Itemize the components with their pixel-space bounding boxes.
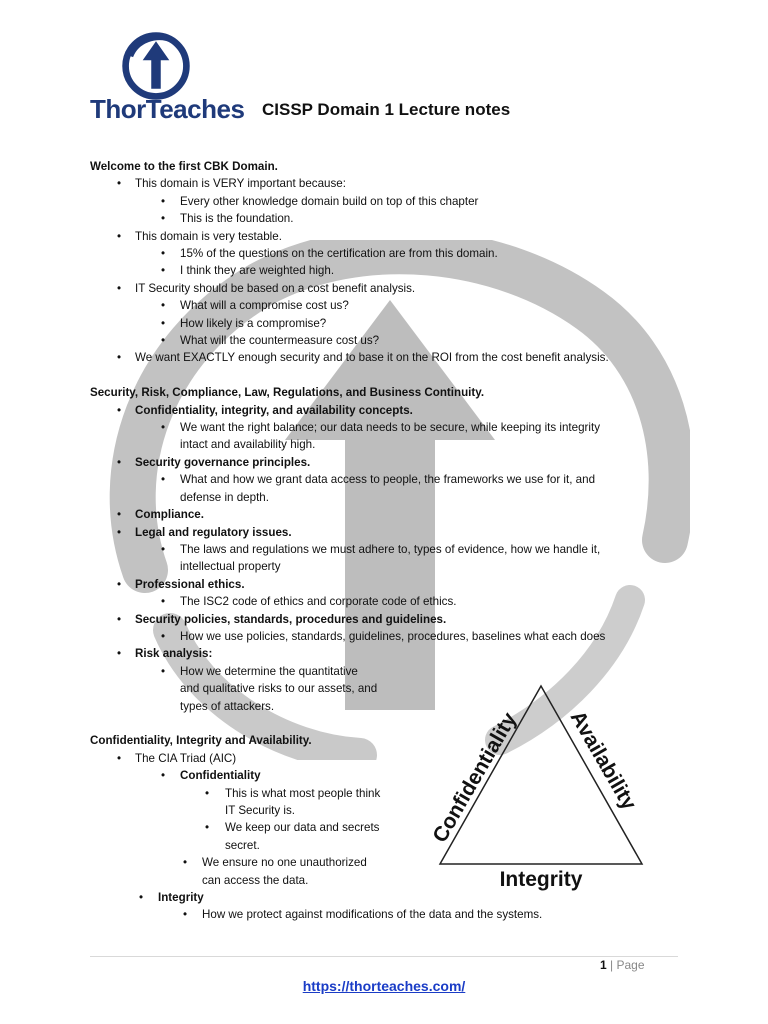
list-item-text: 15% of the questions on the certification are from this domain. [180, 247, 498, 261]
list-item [90, 663, 670, 680]
bullet-icon: • [160, 664, 166, 678]
list-item-text: We want EXACTLY enough security and to base it on the ROI from the cost benefit analysis. [135, 351, 609, 365]
bullet-icon: • [160, 247, 166, 261]
bullet-icon: • [160, 629, 166, 643]
list-item-text: IT Security is. [225, 804, 296, 817]
brand-name: ThorTeaches [90, 94, 245, 124]
list-item-text: This domain is VERY important because: [135, 177, 346, 191]
list-item [90, 245, 670, 262]
list-item-text: intellectual property [180, 560, 281, 574]
bullet-icon: • [116, 281, 122, 295]
list-item [90, 419, 670, 436]
list-item [90, 471, 670, 488]
cia-triad-diagram [426, 682, 656, 892]
bullet-icon: • [116, 177, 122, 191]
list-item-text: We want the right balance; our data needs to be secure, while keeping its integrity [180, 421, 600, 435]
list-item-text: How likely is a compromise? [180, 316, 327, 330]
list-item-text: can access the data. [202, 873, 309, 887]
list-item [90, 541, 670, 558]
list-item-text: secret. [225, 838, 260, 852]
bullet-icon: • [116, 612, 122, 626]
bullet-icon: • [160, 212, 166, 226]
bullet-icon: • [116, 403, 122, 417]
list-item-text: Confidentiality [180, 769, 261, 783]
list-item [90, 297, 670, 314]
bullet-icon: • [160, 769, 166, 783]
section-heading [90, 158, 670, 175]
bullet-icon: • [160, 595, 166, 609]
bullet-icon: • [160, 194, 166, 208]
list-item [90, 436, 670, 453]
list-item-text: Integrity [158, 891, 204, 905]
bullet-icon: • [116, 751, 122, 765]
list-item [90, 210, 670, 227]
list-item-text: Confidentiality, Integrity and Availability. [90, 734, 312, 748]
list-item-text: The laws and regulations we must adhere to, types of evidence, how we handle it, [180, 542, 601, 556]
list-item [90, 349, 670, 366]
page-number-separator: | [610, 958, 614, 972]
bullet-icon: • [204, 786, 210, 800]
list-item [90, 280, 670, 297]
list-item [90, 228, 670, 245]
list-item-text: Compliance. [135, 508, 204, 522]
bullet-icon: • [116, 647, 122, 661]
section-heading [90, 384, 670, 401]
list-item-text: What and how we grant data access to people, the frameworks we use for it, and [180, 473, 596, 487]
bullet-icon: • [160, 473, 166, 487]
list-item-text: Security policies, standards, procedures and guidelines. [135, 612, 447, 626]
list-item [90, 611, 670, 628]
bullet-icon: • [116, 508, 122, 522]
bullet-icon: • [160, 334, 166, 348]
list-item-text: Professional ethics. [135, 577, 245, 591]
bullet-icon: • [116, 577, 122, 591]
document-header [90, 22, 690, 132]
page-number-value: 1 [600, 958, 607, 972]
list-item [90, 175, 670, 192]
website-link[interactable]: https://thorteaches.com/ [302, 978, 466, 994]
list-item-text: What will a compromise cost us? [180, 299, 349, 313]
bullet-icon: • [160, 264, 166, 278]
bullet-icon: • [116, 455, 122, 469]
list-item-text: Legal and regulatory issues. [135, 525, 292, 539]
list-item-text: Risk analysis: [135, 647, 213, 661]
bullet-icon: • [160, 299, 166, 313]
list-item-text: How we protect against modifications of the data and the systems. [202, 908, 543, 922]
thor-arrow-logo-icon [118, 28, 194, 104]
list-item-text: How we determine the quantitative [180, 664, 358, 678]
list-item [90, 506, 670, 523]
list-item-text: Welcome to the first CBK Domain. [90, 160, 278, 173]
list-item-text: and qualitative risks to our assets, and [180, 682, 378, 696]
bullet-icon: • [116, 229, 122, 243]
bullet-icon: • [160, 542, 166, 556]
triad-label-availability: Availability [565, 707, 641, 814]
list-item-text: Security, Risk, Compliance, Law, Regulations, and Business Continuity. [90, 386, 485, 400]
triad-label-confidentiality: Confidentiality [428, 708, 522, 847]
list-item-text: This is what most people think [225, 786, 381, 800]
bullet-icon: • [182, 856, 188, 870]
list-item-text: Every other knowledge domain build on top of this chapter [180, 194, 479, 208]
list-item [90, 645, 670, 662]
bullet-icon: • [116, 525, 122, 539]
list-item-text: The ISC2 code of ethics and corporate code of ethics. [180, 595, 457, 609]
list-item [90, 628, 670, 645]
list-item [90, 332, 670, 349]
bullet-icon: • [182, 908, 188, 922]
list-item [90, 906, 670, 923]
page-number [600, 958, 645, 972]
list-item [90, 558, 670, 575]
bullet-icon: • [204, 821, 210, 835]
list-item-text: What will the countermeasure cost us? [180, 334, 380, 348]
page-label: Page [616, 958, 645, 972]
list-item [90, 262, 670, 279]
list-item [90, 402, 670, 419]
list-item-text: Security governance principles. [135, 455, 311, 469]
list-item-text: We keep our data and secrets [225, 821, 380, 835]
list-item [90, 454, 670, 471]
list-item-text: This domain is very testable. [135, 229, 282, 243]
bullet-icon: • [160, 316, 166, 330]
list-item-text: IT Security should be based on a cost benefit analysis. [135, 281, 416, 295]
list-item [90, 576, 670, 593]
list-item-text: Confidentiality, integrity, and availability concepts. [135, 403, 413, 417]
list-item-text: I think they are weighted high. [180, 264, 335, 278]
bullet-icon: • [160, 421, 166, 435]
list-item [90, 489, 670, 506]
list-item-text: intact and availability high. [180, 438, 316, 452]
bullet-icon: • [138, 891, 144, 905]
footer-divider [90, 956, 678, 957]
list-item-text: The CIA Triad (AIC) [135, 751, 237, 765]
list-item-text: types of attackers. [180, 699, 275, 713]
bullet-icon: • [116, 351, 122, 365]
list-item-text: How we use policies, standards, guidelines, procedures, baselines what each does [180, 629, 606, 643]
list-item-text: defense in depth. [180, 490, 269, 504]
list-item [90, 315, 670, 332]
list-item [90, 593, 670, 610]
spacer [90, 367, 670, 384]
list-item [90, 193, 670, 210]
list-item [90, 524, 670, 541]
triad-label-integrity: Integrity [499, 868, 583, 891]
page-title: CISSP Domain 1 Lecture notes [262, 100, 511, 119]
list-item-text: We ensure no one unauthorized [202, 856, 367, 870]
list-item-text: This is the foundation. [180, 212, 294, 226]
